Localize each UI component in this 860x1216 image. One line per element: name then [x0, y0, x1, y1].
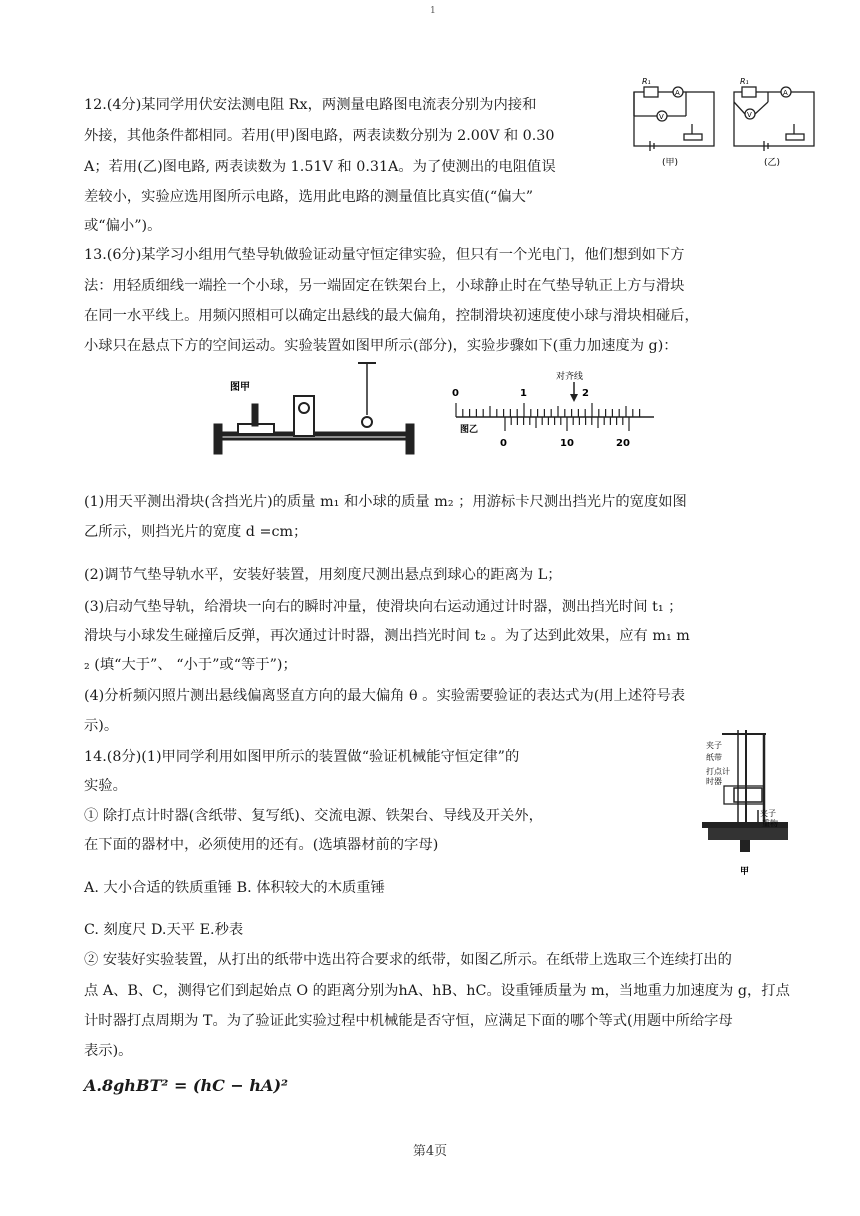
text-line: 法：用轻质细线一端拴一个小球，另一端固定在铁架台上，小球静止时在气垫导轨正上方与滑块: [84, 278, 685, 294]
text-line: 小球只在悬点下方的空间运动。实验装置如图甲所示(部分)，实验步骤如下(重力加速度为 g)：: [84, 338, 678, 354]
main-scale-label: 0: [452, 388, 459, 399]
text-line: 或“偏小”)。: [84, 218, 162, 234]
stand-caption: 甲: [740, 867, 750, 877]
formula-option-a: A.8ghBT² = (hC − hA)²: [84, 1076, 289, 1095]
text-line: 在同一水平线上。用频闪照相可以确定出悬线的最大偏角，控制滑块初速度使小球与滑块相碰后，: [84, 308, 699, 324]
text-line: A. 大小合适的铁质重锤 B. 体积较大的木质重锤: [84, 880, 385, 896]
ammeter-symbol: A: [675, 89, 680, 97]
stand-label: 纸带: [706, 753, 722, 762]
stand-label: 夹子: [706, 741, 722, 750]
stand-label: 时器: [706, 777, 722, 786]
iron-stand-figure: [700, 726, 796, 880]
ammeter-symbol: A: [783, 89, 788, 97]
stand-label: 打点计: [706, 767, 730, 776]
circuit-jia-label: (甲): [662, 158, 679, 168]
page-mark: 1: [430, 6, 436, 16]
circuit-yi-label: (乙): [764, 158, 781, 168]
text-line: A；若用(乙)图电路, 两表读数为 1.51V 和 0.31A。为了使测出的电阻值误: [84, 159, 556, 175]
align-label: 对齐线: [556, 372, 584, 382]
circuit-jia: [634, 87, 714, 151]
text-line: 13.(6分)某学习小组用气垫导轨做验证动量守恒定律实验，但只有一个光电门，他们想到如下方: [84, 247, 685, 263]
text-line: 计时器打点周期为 T。为了验证此实验过程中机械能是否守恒，应满足下面的哪个等式(用题中所给字母: [84, 1013, 733, 1029]
text-line: (3)启动气垫导轨，给滑块一向右的瞬时冲量，使滑块向右运动通过计时器，测出挡光时间 t₁ ；: [84, 599, 683, 615]
text-line: ② 安装好实验装置，从打出的纸带中选出符合要求的纸带，如图乙所示。在纸带上选取三个连续打出的: [84, 952, 732, 968]
main-scale-label: 2: [582, 388, 589, 399]
r1-label: R₁: [642, 77, 651, 86]
fig-yi-label: 图乙: [460, 425, 479, 435]
text-line: 在下面的器材中，必须使用的还有。(选填器材前的字母): [84, 837, 439, 853]
page-footer: 第4页: [412, 1144, 448, 1159]
text-line: ① 除打点计时器(含纸带、复写纸)、交流电源、铁架台、导线及开关外，: [84, 808, 543, 824]
voltmeter-symbol: V: [747, 111, 752, 119]
main-scale-label: 1: [520, 388, 527, 399]
text-line: 表示)。: [84, 1043, 133, 1059]
vernier-scale-label: 10: [560, 438, 574, 449]
text-line: C. 刻度尺 D.天平 E.秒表: [84, 922, 244, 938]
air-track-figure: [210, 360, 430, 460]
text-line: 滑块与小球发生碰撞后反弹，再次通过计时器，测出挡光时间 t₂ 。为了达到此效果，应有 m₁ m: [84, 628, 690, 644]
text-line: 示)。: [84, 718, 119, 734]
text-line: (1)用天平测出滑块(含挡光片)的质量 m₁ 和小球的质量 m₂ ；用游标卡尺测出挡光片的宽度如图: [84, 494, 687, 510]
text-line: (2)调节气垫导轨水平，安装好装置，用刻度尺测出悬点到球心的距离为 L；: [84, 567, 562, 583]
text-line: 差较小，实验应选用图所示电路，选用此电路的测量值比真实值(“偏大”: [84, 189, 534, 205]
r1-label: R₁: [740, 77, 749, 86]
text-line: 14.(8分)(1)甲同学利用如图甲所示的装置做“验证机械能守恒定律”的: [84, 749, 520, 765]
text-line: ₂ (填“大于”、 “小于”或“等于”)；: [84, 657, 297, 673]
stand-label: 夹子: [760, 809, 776, 818]
vernier-caliper-figure: [448, 362, 664, 452]
text-line: 实验。: [84, 778, 127, 794]
fig-jia-label: 图甲: [230, 382, 250, 393]
text-line: 外接，其他条件都相同。若用(甲)图电路，两表读数分别为 2.00V 和 0.30: [84, 128, 555, 144]
vernier-scale-label: 0: [500, 438, 507, 449]
circuit-yi: [734, 87, 814, 151]
stand-label: 重物: [762, 819, 778, 828]
text-line: 乙所示，则挡光片的宽度 d =cm；: [84, 524, 308, 540]
circuit-diagrams: [628, 72, 818, 172]
vernier-scale-label: 20: [616, 438, 630, 449]
text-line: 12.(4分)某同学用伏安法测电阻 Rx，两测量电路图电流表分别为内接和: [84, 97, 537, 113]
text-line: 点 A、B、C，测得它们到起始点 O 的距离分别为hA、hB、hC。设重锤质量为 m，当地重力加速度为 g，打点: [84, 983, 790, 999]
voltmeter-symbol: V: [659, 113, 664, 121]
text-line: (4)分析频闪照片测出悬线偏离竖直方向的最大偏角 θ 。实验需要验证的表达式为(用上述符号表: [84, 688, 686, 704]
